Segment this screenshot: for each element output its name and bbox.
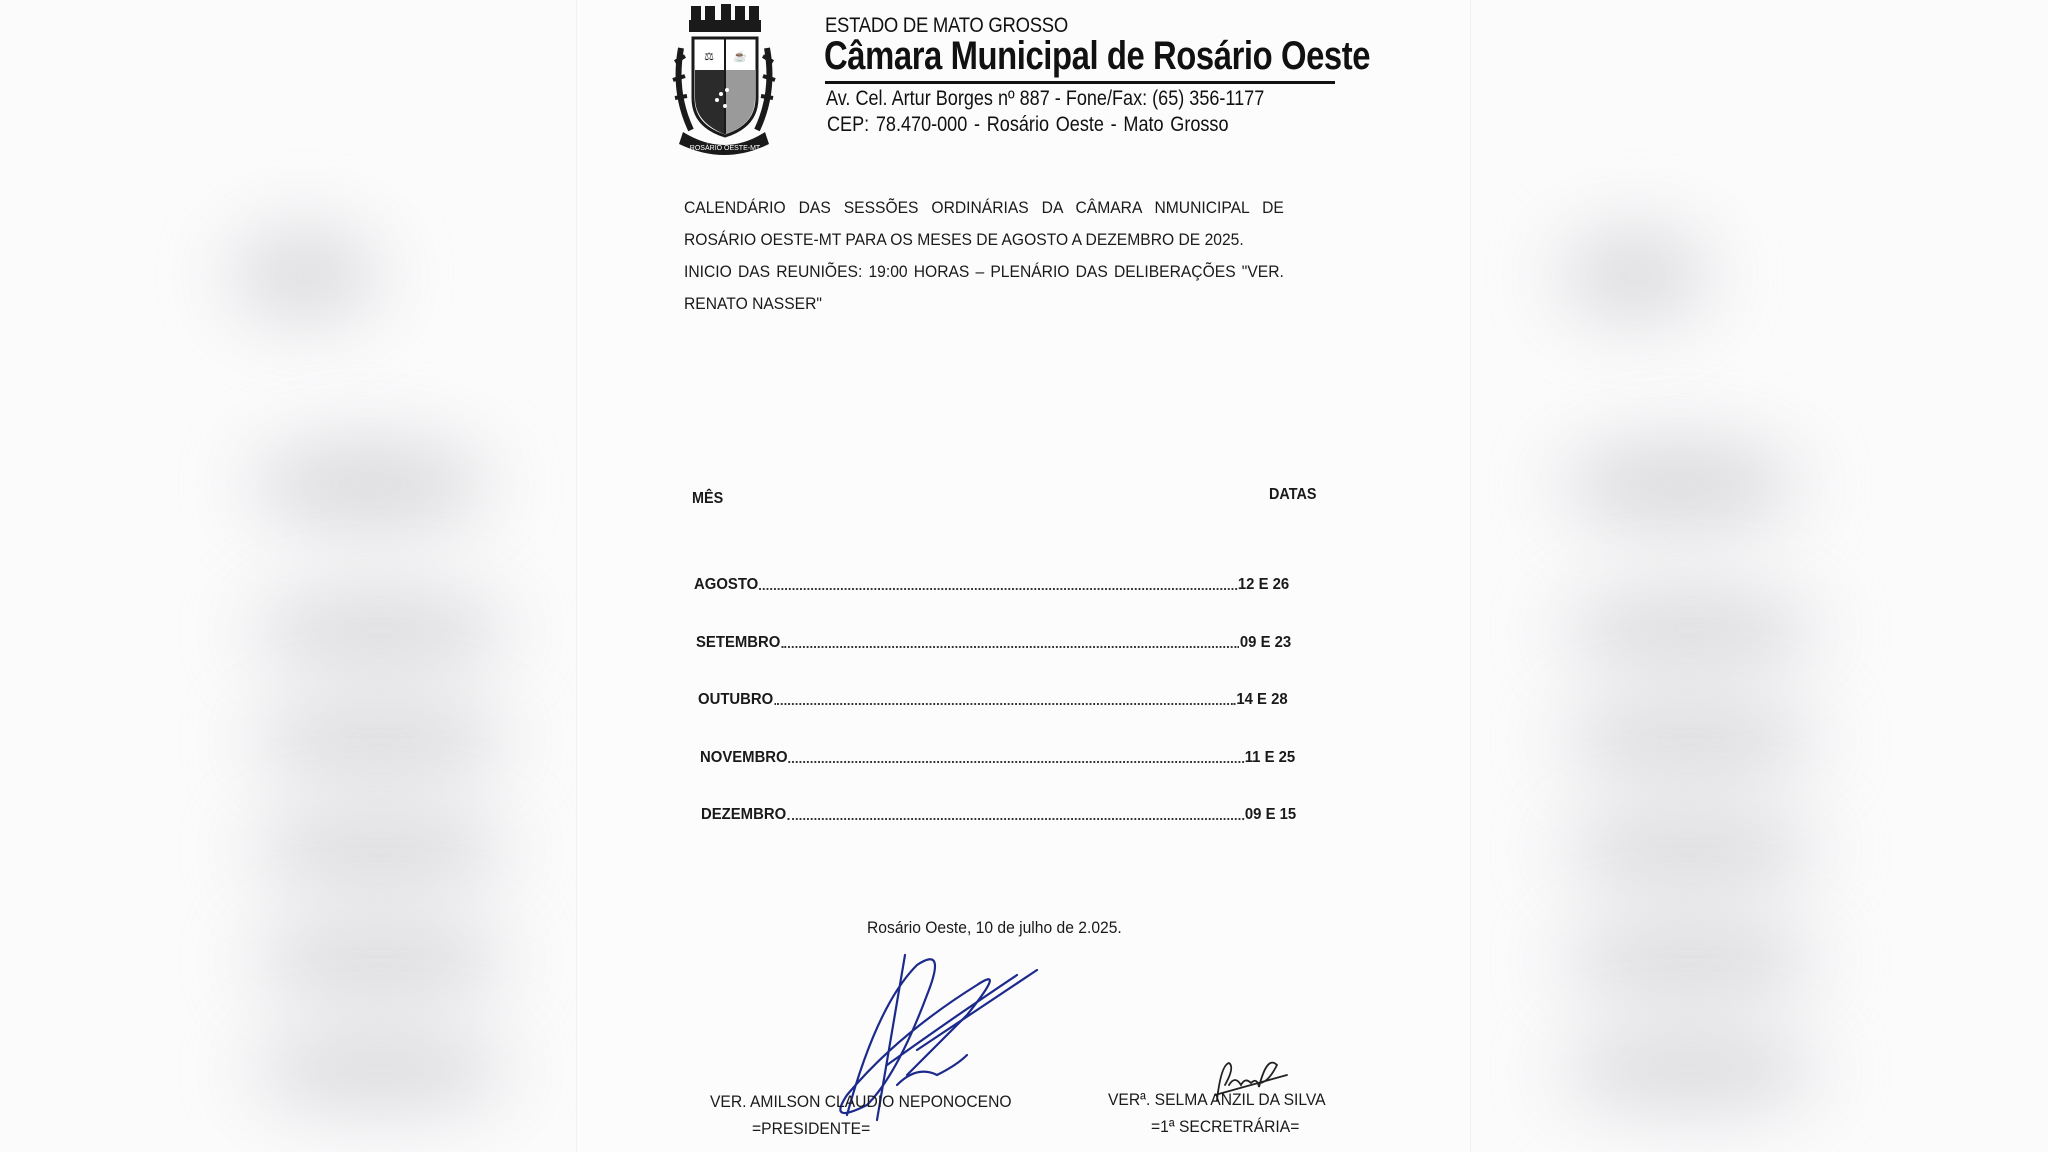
leader-dots bbox=[774, 702, 1235, 705]
schedule-row bbox=[701, 806, 1296, 824]
schedule-row bbox=[700, 749, 1295, 767]
schedule-row bbox=[696, 634, 1291, 652]
row-dates: 09 E 15 bbox=[1244, 806, 1297, 823]
leader-dots bbox=[759, 587, 1237, 590]
background-blur bbox=[250, 1030, 510, 1110]
background-blur bbox=[1560, 230, 1710, 320]
leader-dots bbox=[789, 760, 1244, 763]
row-month: NOVEMBRO bbox=[700, 749, 788, 766]
row-month: AGOSTO bbox=[694, 576, 759, 593]
background-blur bbox=[1560, 1030, 1820, 1110]
row-dates: 09 E 23 bbox=[1239, 634, 1292, 651]
row-dates: 14 E 28 bbox=[1236, 691, 1288, 708]
place-and-date: Rosário Oeste, 10 de julho de 2.025. bbox=[867, 918, 1122, 937]
background-blur bbox=[250, 920, 510, 1000]
intro-title: CALENDÁRIO DAS SESSÕES ORDINÁRIAS DA CÂMARA NMUNICIPAL DE ROSÁRIO OESTE-MT PARA OS MESES DE AGOSTO A DEZEMBRO DE 2025. bbox=[684, 198, 1284, 249]
signatory-role-president: =PRESIDENTE= bbox=[752, 1119, 871, 1138]
leader-dots bbox=[787, 817, 1244, 820]
background-blur bbox=[1560, 440, 1800, 530]
row-month: OUTUBRO bbox=[698, 691, 774, 708]
document-page bbox=[577, 0, 1470, 1152]
schedule-row bbox=[694, 576, 1289, 594]
row-dates: 12 E 26 bbox=[1237, 576, 1290, 593]
header-divider bbox=[825, 81, 1335, 84]
signatory-name-president: VER. AMILSON CLAUDIO NEPONOCENO bbox=[710, 1092, 1012, 1111]
background-blur bbox=[250, 590, 510, 670]
header-address: Av. Cel. Artur Borges nº 887 - Fone/Fax: (65) 356-1177 bbox=[826, 87, 1265, 110]
logo-motto: ROSÁRIO OESTE-MT bbox=[689, 145, 761, 152]
row-month: SETEMBRO bbox=[696, 634, 781, 651]
intro-meeting-info: INICIO DAS REUNIÕES: 19:00 HORAS – PLENÁRIO DAS DELIBERAÇÕES "VER. RENATO NASSER" bbox=[684, 262, 1284, 313]
svg-text:⚖: ⚖ bbox=[704, 51, 714, 63]
background-blur bbox=[1560, 590, 1820, 670]
schedule-row bbox=[698, 691, 1288, 709]
header-cep-line: CEP: 78.470-000 - Rosário Oeste - Mato Grosso bbox=[827, 113, 1229, 136]
leader-dots bbox=[781, 645, 1239, 648]
signatory-name-secretary: VERª. SELMA ANZIL DA SILVA bbox=[1108, 1090, 1326, 1109]
background-blur bbox=[250, 810, 510, 890]
column-header-month: MÊS bbox=[692, 490, 724, 507]
column-header-dates: DATAS bbox=[1269, 486, 1317, 503]
background-blur bbox=[250, 700, 510, 780]
header-title: Câmara Municipal de Rosário Oeste bbox=[824, 34, 1371, 78]
background-blur bbox=[250, 440, 490, 530]
signatory-role-secretary: =1ª SECRETRÁRIA= bbox=[1151, 1117, 1300, 1136]
row-dates: 11 E 25 bbox=[1244, 749, 1296, 766]
header-state: ESTADO DE MATO GROSSO bbox=[825, 14, 1068, 37]
coat-of-arms-icon bbox=[669, 2, 779, 158]
intro-text bbox=[684, 192, 1284, 320]
svg-text:☕: ☕ bbox=[733, 51, 747, 63]
background-blur bbox=[1560, 810, 1820, 890]
row-month: DEZEMBRO bbox=[701, 806, 787, 823]
background-blur bbox=[1560, 700, 1820, 780]
background-blur bbox=[1560, 920, 1820, 1000]
background-blur bbox=[230, 230, 380, 320]
